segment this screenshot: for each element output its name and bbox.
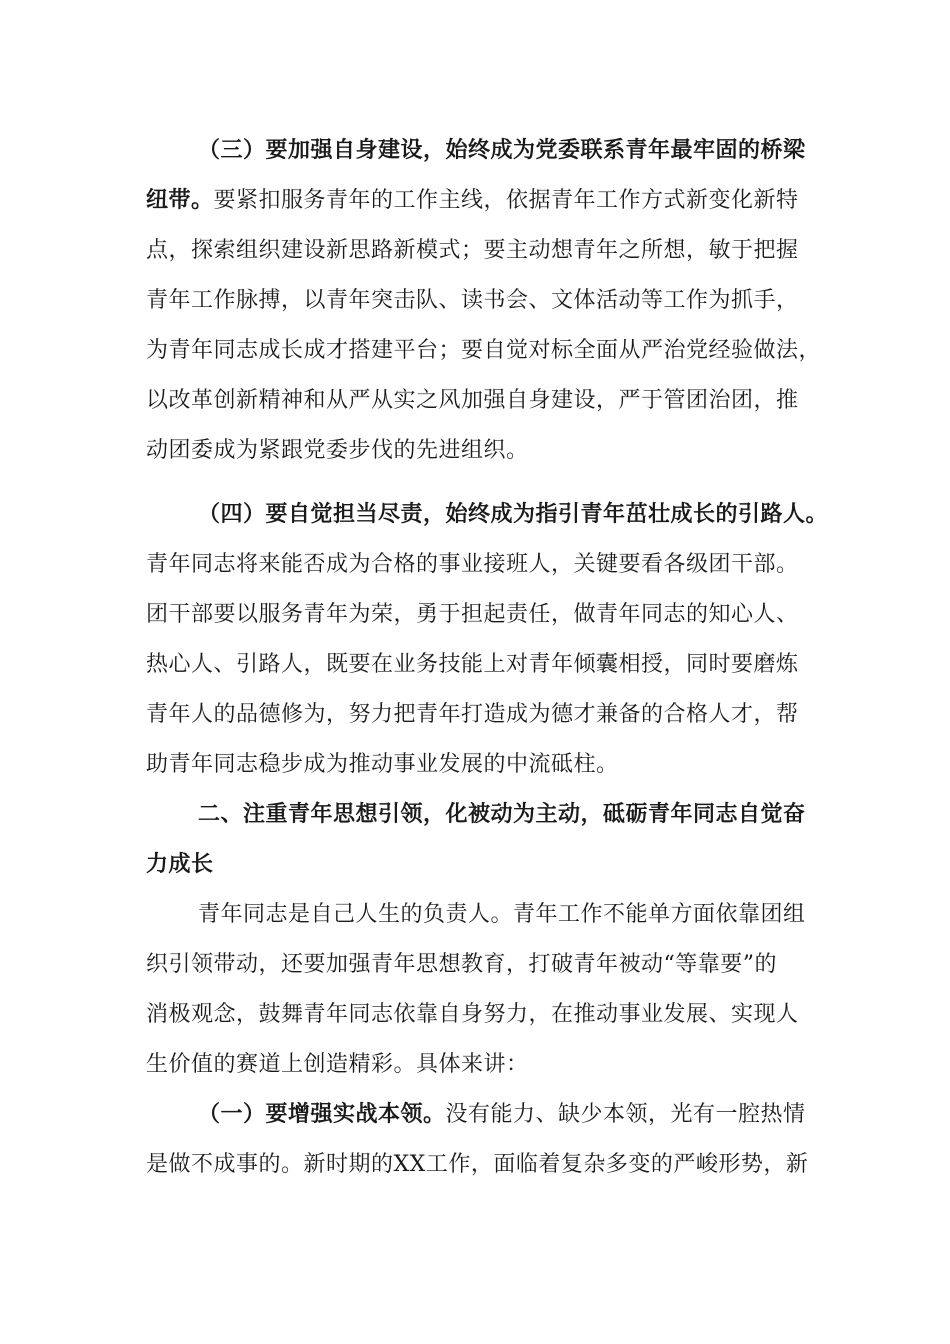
intro-line4: 生价值的赛道上创造精彩。具体来讲： <box>146 1052 529 1077</box>
intro-line2: 织引领带动，还要加强青年思想教育，打破青年被动“等靠要”的 <box>146 952 777 977</box>
paragraph-3-line4: 青年工作脉搏，以青年突击队、读书会、文体活动等工作为抓手， <box>146 288 799 313</box>
intro-line3: 消极观念，鼓舞青年同志依靠自身努力，在推动事业发展、实现人 <box>146 1002 799 1027</box>
section-2-heading-line1: 二、注重青年思想引领，化被动为主动，砥砺青年同志自觉奋 <box>198 802 806 827</box>
paragraph-3-line5: 为青年同志成长成才搭建平台；要自觉对标全面从严治党经验做法， <box>146 338 822 363</box>
paragraph-4-line2: 青年同志将来能否成为合格的事业接班人，关键要看各级团干部。 <box>146 552 799 577</box>
heading-1: （一）要增强实战本领。 <box>198 1102 446 1127</box>
paragraph-3-line7: 动团委成为紧跟党委步伐的先进组织。 <box>146 438 529 463</box>
paragraph-4-line3: 团干部要以服务青年为荣，勇于担起责任，做青年同志的知心人、 <box>146 602 799 627</box>
paragraph-3-line6: 以改革创新精神和从严从实之风加强自身建设，严于管团治团，推 <box>146 388 799 413</box>
heading-3-line1: （三）要加强自身建设，始终成为党委联系青年最牢固的桥梁 <box>198 138 806 163</box>
intro-line1: 青年同志是自己人生的负责人。青年工作不能单方面依靠团组 <box>198 902 806 927</box>
section-2-heading-line2: 力成长 <box>146 852 214 877</box>
paragraph-4-line6: 助青年同志稳步成为推动事业发展的中流砥柱。 <box>146 752 619 777</box>
paragraph-1-line1 <box>198 1100 806 1130</box>
heading-4-line1: （四）要自觉担当尽责，始终成为指引青年茁壮成长的引路人。 <box>198 502 829 527</box>
paragraph-3-line3: 点，探索组织建设新思路新模式；要主动想青年之所想，敏于把握 <box>146 238 799 263</box>
paragraph-4-line5: 青年人的品德修为，努力把青年打造成为德才兼备的合格人才，帮 <box>146 702 799 727</box>
paragraph-1-text: 没有能力、缺少本领，光有一腔热情 <box>445 1102 806 1127</box>
heading-3-tail: 纽带。 <box>146 188 214 213</box>
paragraph-4-line4: 热心人、引路人，既要在业务技能上对青年倾囊相授，同时要磨炼 <box>146 652 799 677</box>
paragraph-1-line2: 是做不成事的。新时期的XX工作，面临着复杂多变的严峻形势，新 <box>146 1152 809 1177</box>
paragraph-3-text: 要紧扣服务青年的工作主线，依据青年工作方式新变化新特 <box>213 188 799 213</box>
paragraph-3-line2 <box>146 186 806 216</box>
